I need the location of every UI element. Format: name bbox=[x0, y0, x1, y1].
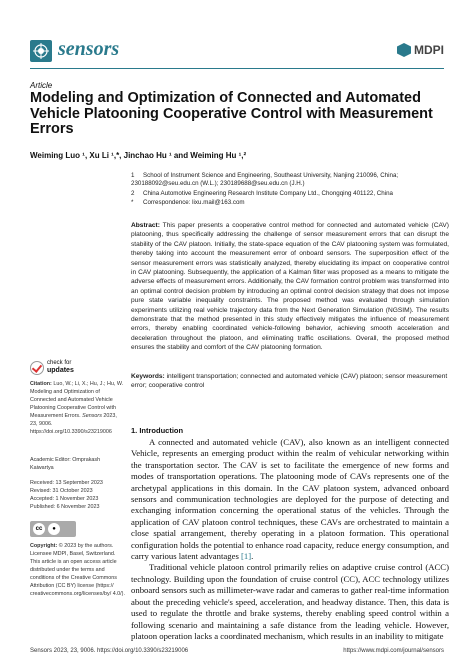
by-icon: ● bbox=[48, 523, 60, 535]
article-title: Modeling and Optimization of Connected and Automated Vehicle Platooning Cooperative Control with Measurement Errors bbox=[30, 90, 433, 137]
academic-editor: Academic Editor: Omprakash Kaiwartya bbox=[30, 457, 101, 471]
check-updates-icon bbox=[30, 361, 44, 375]
cc-icon: cc bbox=[33, 523, 45, 535]
citation-label: Citation: bbox=[30, 381, 52, 387]
journal-header bbox=[30, 40, 444, 64]
check-updates-line2: updates bbox=[47, 367, 74, 374]
keywords-text: intelligent transportation; connected and automated vehicle (CAV) platoon; sensor measurement error; cooperative control bbox=[131, 373, 448, 390]
citation-link[interactable]: [1] bbox=[241, 551, 252, 562]
author-list: Weiming Luo ¹, Xu Li ¹,*, Jinchao Hu ¹ and Weiming Hu ¹,² bbox=[30, 151, 247, 160]
copyright-block: Copyright: © 2023 by the authors. Licensee MDPI, Basel, Switzerland. This article is an open access article distributed under the terms and conditions of the Creative Commons Attribution (CC BY) license (https:// creativecommons.org/licenses/by/ 4.0/). bbox=[30, 543, 125, 597]
copyright-label: Copyright: bbox=[30, 543, 58, 549]
affiliation-2: 2 China Automotive Engineering Research Institute Company Ltd., Chongqing 401122, China bbox=[131, 190, 393, 197]
abstract bbox=[131, 221, 449, 353]
check-for-updates-button[interactable] bbox=[30, 360, 74, 375]
section-heading: 1. Introduction bbox=[131, 426, 184, 435]
paragraph-1: A connected and automated vehicle (CAV), also known as an intelligent connected Vehicle, represents an emerging product within the realm of vehicular networking within the transportation sector. The CAV is set to facilitate the emergence of new forms and modes of transportation operations. The platooning mode of CAVs represents one of the archetypal applications in this domain. In the CAV platoon system, advanced onboard sensors and communication technologies are deployed for the purpose of detecting and exchanging information concerning the operational status of the vehicles. Through the application of CAV platoon control techniques, these CAVs are orchestrated to maintain a close spatial arrangement, thereby operating in a platoon formation. This operational configuration holds the potential to enhance road capacity, reduce energy consumption, and carry various latent advantages [1]. bbox=[131, 437, 449, 562]
abstract-text: This paper presents a cooperative control method for connected and automated vehicle (CAV) platooning, thus specifically addressing the challenge of sensor measurement errors that can disrupt the stability of the CAV platoon. Initially, the state-space equation of the CAV platooning system was formulated, thereby taking into account the measurement error of onboard sensors. The superposition effect of the sensor measurement errors was statistically analyzed, thereby elucidating its impact on cooperative control in CAV platooning. Subsequently, the application of a Kalman filter was proposed as a means to mitigate the adverse effects of measurement errors. Additionally, the CAV formation control problem was transformed into an optimal control decision problem by introducing an optimal control decision strategy that does not impose pure state variable inequality constraints. The proposed method was evaluated through simulation experiments utilizing real vehicle trajectory data from the Next Generation Simulation (NGSIM). The results demonstrate that the method presented in this study effectively mitigates the influence of measurement errors, thereby enabling coordinated vehicle-following behavior, achieving smooth acceleration and deceleration throughout the platoon, and eliminating traffic oscillations. Overall, the proposed method ensures the stability and comfort of the CAV platooning formation. bbox=[131, 222, 450, 352]
header-rule bbox=[30, 68, 444, 69]
citation-block: Citation: Luo, W.; Li, X.; Hu, J.; Hu, W. Modeling and Optimization of Connected and Automated Vehicle Platooning Cooperative Control with Measurement Errors. Sensors 2023, 23, 9006. https://doi.org/10.3390/s23219006 bbox=[30, 381, 124, 435]
page-footer bbox=[30, 648, 444, 654]
check-updates-line1: check for bbox=[47, 360, 72, 366]
publisher-name: MDPI bbox=[414, 43, 444, 57]
cc-license-badge[interactable] bbox=[30, 521, 76, 537]
date-published: Published: 6 November 2023 bbox=[30, 504, 100, 510]
journal-name[interactable]: sensors bbox=[58, 38, 120, 60]
date-accepted: Accepted: 1 November 2023 bbox=[30, 496, 99, 502]
paragraph-2: Traditional vehicle platoon control primarily relies on adaptive cruise control (ACC) technology. Building upon the foundation of cruise control (CC), ACC technology utilizes onboard sensors such as millimeter-wave radar and cameras to gather real-time information about the preceding vehicle's speed, acceleration, and headway distance. Then, this data is used to regulate the throttle and brake systems, thereby enabling speed control within a following scenario and maintaining a safe distance from the leading vehicle. However, platoon operation lacks a coordinated mechanism, which results in an inability to mitigate bbox=[131, 562, 450, 641]
date-revised: Revised: 31 October 2023 bbox=[30, 488, 93, 494]
introduction-body bbox=[131, 437, 449, 642]
publisher-logo[interactable] bbox=[397, 43, 444, 57]
footer-url[interactable]: https://www.mdpi.com/journal/sensors bbox=[343, 648, 444, 654]
abstract-label: Abstract: bbox=[131, 222, 160, 229]
date-received: Received: 13 September 2023 bbox=[30, 480, 103, 486]
publication-dates bbox=[30, 479, 125, 511]
article-type: Article bbox=[30, 81, 53, 90]
keywords bbox=[131, 372, 449, 391]
keywords-label: Keywords: bbox=[131, 373, 165, 380]
correspondence: * Correspondence: lixu.mail@163.com bbox=[131, 199, 245, 206]
affiliation-1: 1 School of Instrument Science and Engineering, Southeast University, Nanjing 210096, China; 230188092@seu.edu.cn (W.L.); 230189688@seu.edu.cn (J.H.) bbox=[131, 172, 399, 188]
mdpi-icon bbox=[397, 43, 411, 57]
sensors-logo-icon bbox=[30, 40, 52, 62]
footer-citation: Sensors 2023, 23, 9006. https://doi.org/10.3390/s23219006 bbox=[30, 648, 189, 654]
